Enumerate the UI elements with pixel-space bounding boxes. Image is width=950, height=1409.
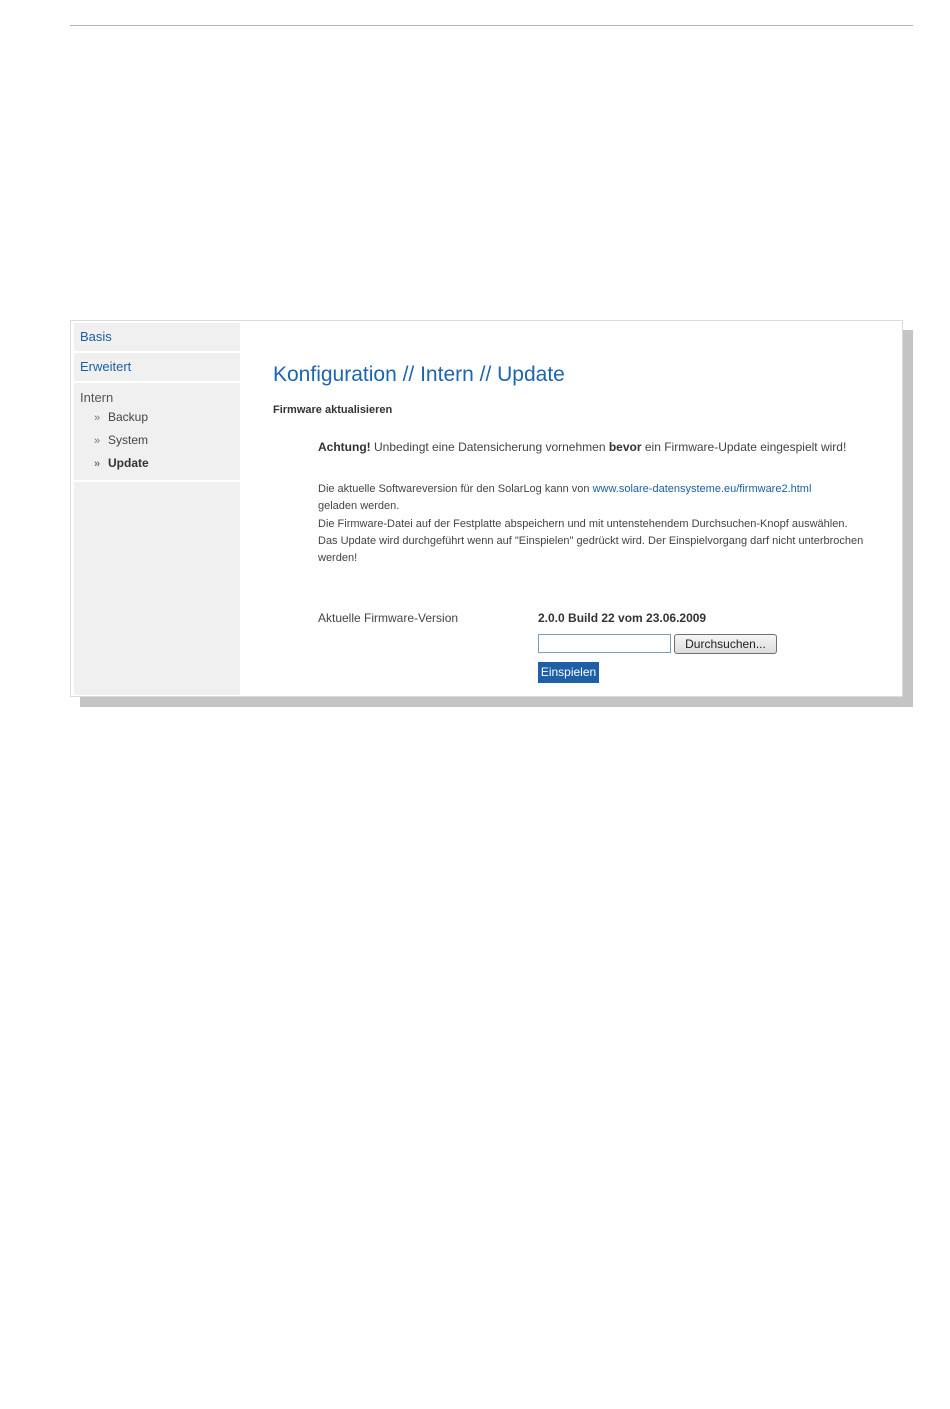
sidebar-item-label[interactable]: Basis bbox=[80, 329, 112, 344]
apply-button[interactable]: Einspielen bbox=[538, 662, 599, 683]
firmware-file-input[interactable] bbox=[538, 634, 671, 653]
sidebar-group-label: Intern bbox=[80, 390, 114, 405]
sidebar-item-basis[interactable] bbox=[74, 323, 240, 353]
warning-strong: bevor bbox=[608, 440, 642, 454]
sidebar bbox=[74, 323, 240, 695]
browse-button[interactable]: Durchsuchen... bbox=[674, 634, 777, 654]
bullet-icon: » bbox=[94, 435, 101, 447]
main-content bbox=[240, 321, 902, 696]
page-title: Konfiguration // Intern // Update bbox=[273, 363, 565, 386]
sidebar-subitem-label[interactable]: System bbox=[108, 433, 149, 447]
warning-message bbox=[318, 440, 846, 454]
sidebar-group-intern bbox=[74, 383, 240, 482]
firmware-download-link[interactable]: www.solare-datensysteme.eu/firmware2.html bbox=[592, 483, 812, 495]
sidebar-item-erweitert[interactable] bbox=[74, 353, 240, 383]
firmware-version-label: Aktuelle Firmware-Version bbox=[318, 611, 459, 625]
top-divider bbox=[70, 25, 913, 26]
warning-text: Unbedingt eine Datensicherung vornehmen bbox=[374, 440, 606, 454]
warning-strong: Achtung! bbox=[318, 440, 371, 454]
info-line: geladen werden. bbox=[318, 500, 400, 513]
firmware-version-value: 2.0.0 Build 22 vom 23.06.2009 bbox=[538, 611, 707, 625]
sidebar-subitem-backup[interactable] bbox=[94, 406, 240, 429]
info-line: Die Firmware-Datei auf der Festplatte abspeichern und mit untenstehendem Durchsuchen-Knopf auswählen. bbox=[318, 517, 848, 530]
section-title: Firmware aktualisieren bbox=[273, 404, 393, 416]
info-line: Die aktuelle Softwareversion für den SolarLog kann von bbox=[318, 483, 590, 495]
config-panel bbox=[70, 320, 903, 697]
sidebar-subitem-label[interactable]: Update bbox=[108, 456, 149, 470]
info-line: Das Update wird durchgeführt wenn auf "Einspielen" gedrückt wird. Der Einspielvorgang darf nicht unterbrochen werden! bbox=[318, 534, 864, 565]
sidebar-item-label[interactable]: Erweitert bbox=[80, 359, 132, 374]
bullet-icon: » bbox=[94, 458, 101, 470]
info-text bbox=[318, 481, 878, 567]
bullet-icon: » bbox=[94, 412, 101, 424]
sidebar-subitem-update[interactable] bbox=[94, 452, 240, 475]
sidebar-subitem-system[interactable] bbox=[94, 429, 240, 452]
warning-text: ein Firmware-Update eingespielt wird! bbox=[644, 440, 847, 454]
sidebar-subitem-label[interactable]: Backup bbox=[108, 410, 149, 424]
